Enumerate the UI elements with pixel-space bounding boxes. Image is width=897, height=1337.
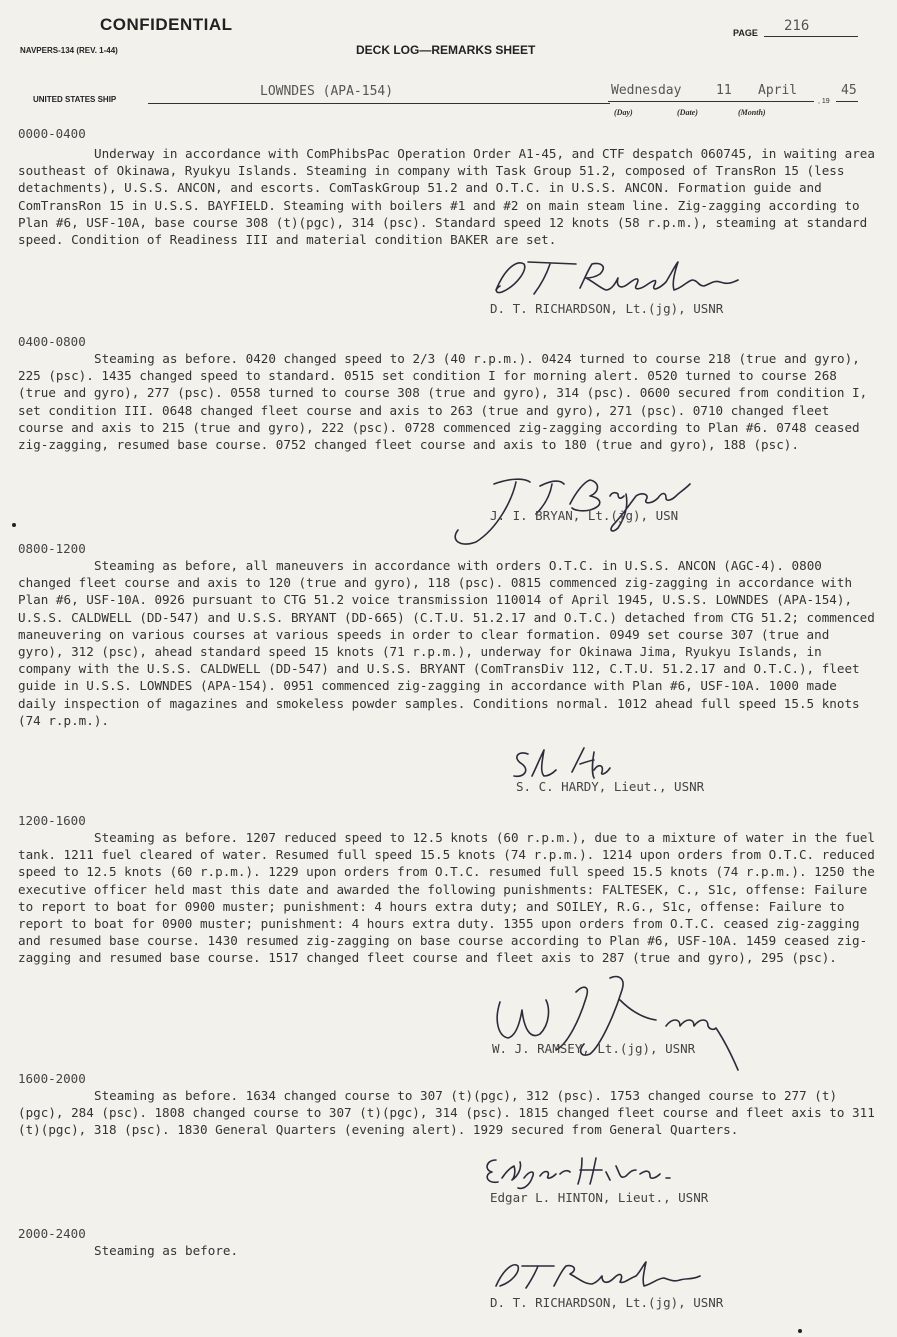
- watch-time: 0800-1200: [18, 541, 86, 556]
- watch-time: 2000-2400: [18, 1226, 86, 1241]
- watch-remarks: Steaming as before. 0420 changed speed to 2/3 (40 r.p.m.). 0424 turned to course 218 (true and gyro), 225 (psc). 1435 changed speed to standard. 0515 set condition I for morning alert. 0520 turned to course 268 (true and gyro), 277 (psc). 0558 turned to course 308 (true and gyro), 314 (psc). 0600 secured from condition I, set condition III. 0648 changed fleet course and axis to 263 (true and gyro), 271 (psc). 0710 changed fleet course and axis to 215 (true and gyro), 222 (psc). 0728 commenced zig-zagging according to Plan #6. 0748 ceased zig-zagging, resumed base course. 0752 changed fleet course and axis to 180 (true and gyro), 188 (psc).: [18, 351, 868, 453]
- page-number-line: [764, 36, 858, 37]
- watch-time: 1600-2000: [18, 1071, 86, 1086]
- watch-remarks: Steaming as before. 1634 changed course to 307 (t)(pgc), 312 (psc). 1753 changed course to 277 (t)(pgc), 284 (psc). 1808 changed course to 307 (t)(pgc), 314 (psc). 1815 changed fleet course and fleet axis to 311 (t)(pgc), 318 (psc). 1830 General Quarters (evening alert). 1929 secured from General Quarters.: [18, 1088, 875, 1138]
- officer-signature: W. J. RAMSEY, Lt.(jg), USNR: [492, 1041, 696, 1056]
- log-month: April: [758, 83, 798, 98]
- officer-signature: D. T. RICHARDSON, Lt.(jg), USNR: [490, 301, 724, 316]
- officer-signature: J. I. BRYAN, Lt.(jg), USN: [490, 508, 679, 523]
- page-label: PAGE: [733, 28, 758, 38]
- log-year: 45: [841, 83, 857, 98]
- watch-time: 0000-0400: [18, 126, 86, 141]
- ink-speck: [798, 1329, 802, 1333]
- watch-remarks: Underway in accordance with ComPhibsPac Operation Order A1-45, and CTF despatch 060745, in waiting area southeast of Okinawa, Ryukyu Islands. Steaming in company with Task Group 51.2, composed of TransRon 15 (less detachments), U.S.S. ANCON, and escorts. ComTaskGroup 51.2 and O.T.C. in U.S.S. ANCON. Formation guide and ComTransRon 15 in U.S.S. BAYFIELD. Steaming with boilers #1 and #2 on main steam line. Zig-zagging according to Plan #6, USF-10A, base course 308 (t)(pgc), 314 (psc). Standard speed 12 knots (58 r.p.m.), steaming at standard speed. Condition of Readiness III and material condition BAKER are set.: [18, 146, 875, 248]
- watch-remarks: Steaming as before.: [94, 1243, 239, 1258]
- ship-name-line: [148, 103, 610, 104]
- form-title: DECK LOG—REMARKS SHEET: [356, 43, 536, 57]
- handwritten-signature: [488, 1258, 708, 1294]
- watch-time: 1200-1600: [18, 813, 86, 828]
- form-id: NAVPERS-134 (REV. 1-44): [20, 46, 118, 55]
- officer-signature: D. T. RICHARDSON, Lt.(jg), USNR: [490, 1295, 724, 1310]
- handwritten-signature: [488, 256, 748, 300]
- classification-label: CONFIDENTIAL: [100, 15, 233, 34]
- year-prefix: , 19: [818, 98, 830, 105]
- watch-remarks: Steaming as before, all maneuvers in accordance with orders O.T.C. in U.S.S. ANCON (AGC-4). 0800 changed fleet course and axis to 120 (true and gyro), 118 (psc). 0815 commenced zig-zagging in accordance with Plan #6, USF-10A. 0926 pursuant to CTG 51.2 voice transmission 110014 of April 1945, U.S.S. LOWNDES (APA-154), U.S.S. CALDWELL (DD-547) and U.S.S. BRYANT (DD-665) (C.T.U. 51.2.17 and O.T.C.) detached from CTG 51.2; commenced maneuvering on various courses at various speeds in order to clear formation. 0949 set course 307 (true and gyro), 312 (psc), ahead standard speed 15 knots (71 r.p.m.), underway for Okinawa Jima, Ryukyu Islands, in company with the U.S.S. CALDWELL (DD-547) and U.S.S. BRYANT (ComTransDiv 112, C.T.U. 51.2.17 and O.T.C.), fleet guide in U.S.S. LOWNDES (APA-154). 0951 commenced zig-zagging in accordance with Plan #6, USF-10A. 1000 made daily inspection of magazines and smokeless powder samples. Conditions normal. 1012 ahead full speed 15.5 knots (74 r.p.m.).: [18, 558, 875, 728]
- log-day: Wednesday: [611, 83, 682, 98]
- page-number: 216: [784, 18, 810, 34]
- date-line: [608, 101, 814, 102]
- date-caption: (Date): [677, 108, 698, 117]
- handwritten-signature: [480, 1148, 680, 1192]
- officer-signature: S. C. HARDY, Lieut., USNR: [516, 779, 705, 794]
- ship-label: UNITED STATES SHIP: [33, 95, 117, 104]
- officer-signature: Edgar L. HINTON, Lieut., USNR: [490, 1190, 709, 1205]
- month-caption: (Month): [738, 108, 766, 117]
- day-caption: (Day): [614, 108, 633, 117]
- ship-name: LOWNDES (APA-154): [260, 84, 394, 99]
- watch-remarks: Steaming as before. 1207 reduced speed to 12.5 knots (60 r.p.m.), due to a mixture of water in the fuel tank. 1211 fuel cleared of water. Resumed full speed 15.5 knots (74 r.p.m.). 1214 upon orders from O.T.C. reduced speed to 12.5 knots (60 r.p.m.). 1229 upon orders from O.T.C. resumed full speed 15.5 knots (74 r.p.m.). 1250 the executive officer held mast this date and awarded the following punishments: FALTESEK, C., S1c, offense: Failure to report to boat for 0900 muster; punishment: 4 hours extra duty; and SOILEY, R.G., S1c, offense: Failure to report to boat for 0900 muster; punishment: 4 hours extra duty. 1355 upon orders from O.T.C. ceased zig-zagging and resumed base course. 1430 resumed zig-zagging on base course according to Plan #6, USF-10A. 1459 ceased zig-zagging and resumed base course. 1517 changed fleet course and fleet axis to 287 (true and gyro), 295 (psc).: [18, 830, 875, 966]
- log-date: 11: [716, 83, 732, 98]
- watch-time: 0400-0800: [18, 334, 86, 349]
- handwritten-signature: [480, 970, 750, 1090]
- year-line: [836, 101, 858, 102]
- ink-speck: [12, 523, 16, 527]
